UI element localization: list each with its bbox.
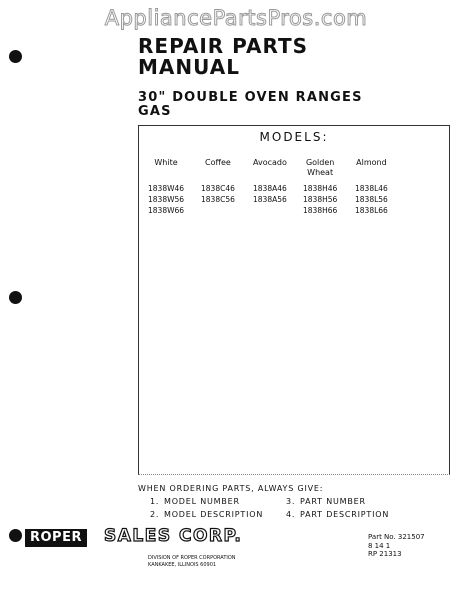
sales-corp-logo: SALES CORP. [104,526,243,546]
models-heading: MODELS: [259,130,329,144]
ordering-item-text: MODEL NUMBER [164,497,240,506]
ordering-item [150,510,263,519]
model-column-header: Avocado [253,158,287,167]
models-box [138,125,450,475]
model-column-white [148,158,184,216]
model-column-avocado [253,158,287,205]
part-info [368,533,425,559]
model-column-header: Almond [356,158,387,167]
model-number: 1838C56 [201,195,235,204]
model-number: 1838C46 [201,184,235,193]
model-column-golden-wheat [303,158,337,216]
model-number: 1838H56 [303,195,338,204]
model-number: 1838W66 [148,206,185,215]
model-number: 1838A46 [253,184,287,193]
date-code: 8 14 1 [368,541,391,550]
division-line: DIVISION OF ROPER CORPORATION [148,555,236,561]
roper-logo: ROPER [25,529,87,547]
ordering-item [286,497,366,506]
ordering-heading: WHEN ORDERING PARTS, ALWAYS GIVE: [138,484,324,493]
model-number: 1838L46 [355,184,388,193]
model-column-header: White [154,158,178,167]
model-column-header: Coffee [205,158,231,167]
rp-code: RP 21313 [368,550,402,558]
ordering-item-number: 3. [286,497,296,506]
ordering-item-text: PART NUMBER [300,497,366,506]
manual-title-line1: REPAIR PARTS [138,34,309,58]
division-line: KANKAKEE, ILLINOIS 60901 [148,562,217,568]
ordering-item-text: MODEL DESCRIPTION [164,510,264,519]
ordering-item-number: 2. [150,510,160,519]
model-number: 1838A56 [253,195,287,204]
watermark: AppliancePartsPros.com [104,6,368,30]
ordering-item [286,510,389,519]
product-subtitle-line2: GAS [138,104,172,119]
product-subtitle-line1: 30" DOUBLE OVEN RANGES [138,90,363,105]
part-number-label: Part No. 321507 [368,533,425,541]
division-address [148,555,236,569]
binder-hole-middle [9,291,22,304]
binder-hole-bottom [9,529,22,542]
model-number: 1838L66 [355,206,388,215]
model-column-almond [355,158,388,216]
binder-hole-top [9,50,22,63]
model-column-coffee [201,158,235,205]
model-number: 1838W56 [148,195,185,204]
manual-title-line2: MANUAL [138,55,240,79]
ordering-item-text: PART DESCRIPTION [300,510,390,519]
model-number: 1838H66 [303,206,338,215]
ordering-item-number: 1. [150,497,160,506]
model-number: 1838L56 [355,195,388,204]
ordering-item-number: 4. [286,510,296,519]
model-number: 1838H46 [303,184,338,193]
model-number: 1838W46 [148,184,185,193]
ordering-item [150,497,240,506]
model-column-header: Golden Wheat [305,158,335,177]
